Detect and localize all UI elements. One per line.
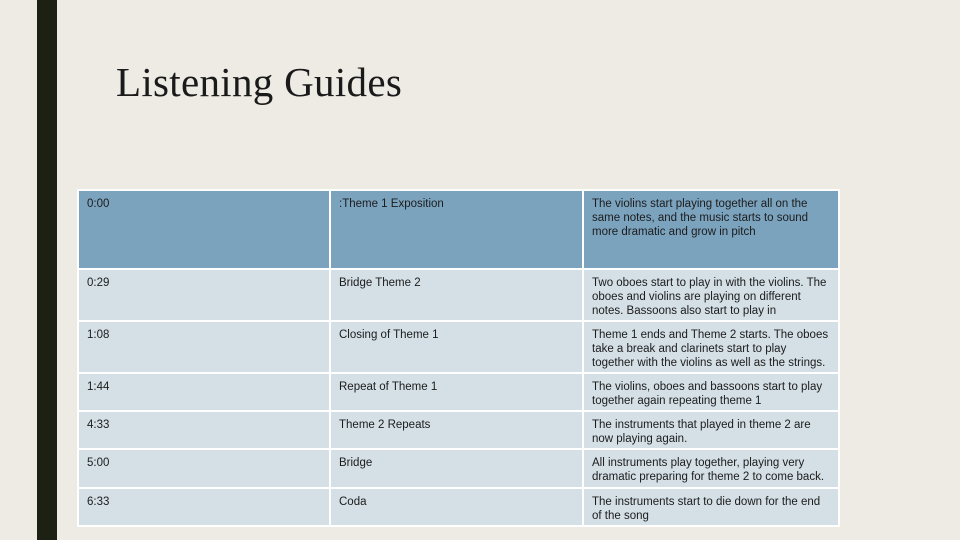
description-cell: The violins, oboes and bassoons start to play together again repeating theme 1 <box>583 373 839 411</box>
section-cell: :Theme 1 Exposition <box>330 190 583 269</box>
section-cell: Repeat of Theme 1 <box>330 373 583 411</box>
slide-title: Listening Guides <box>116 59 403 105</box>
time-cell: 0:29 <box>78 269 330 321</box>
left-accent-bar <box>37 0 57 540</box>
time-cell: 1:08 <box>78 321 330 373</box>
listening-guide-table <box>77 189 840 527</box>
time-cell: 6:33 <box>78 488 330 526</box>
time-cell: 0:00 <box>78 190 330 269</box>
description-cell: The instruments that played in theme 2 are now playing again. <box>583 411 839 449</box>
table-row <box>78 269 839 321</box>
section-cell: Bridge <box>330 449 583 488</box>
time-cell: 1:44 <box>78 373 330 411</box>
section-cell: Coda <box>330 488 583 526</box>
section-cell: Theme 2 Repeats <box>330 411 583 449</box>
table-row <box>78 488 839 526</box>
description-cell: All instruments play together, playing very dramatic preparing for theme 2 to come back. <box>583 449 839 488</box>
table-row <box>78 449 839 488</box>
table-row <box>78 411 839 449</box>
description-cell: The instruments start to die down for the end of the song <box>583 488 839 526</box>
description-cell: The violins start playing together all on the same notes, and the music starts to sound more dramatic and grow in pitch <box>583 190 839 269</box>
description-cell: Two oboes start to play in with the violins. The oboes and violins are playing on different notes. Bassoons also start to play in <box>583 269 839 321</box>
table-row <box>78 190 839 269</box>
time-cell: 5:00 <box>78 449 330 488</box>
section-cell: Bridge Theme 2 <box>330 269 583 321</box>
table-row <box>78 373 839 411</box>
table-row <box>78 321 839 373</box>
section-cell: Closing of Theme 1 <box>330 321 583 373</box>
description-cell: Theme 1 ends and Theme 2 starts. The oboes take a break and clarinets start to play together with the violins as well as the strings. <box>583 321 839 373</box>
time-cell: 4:33 <box>78 411 330 449</box>
